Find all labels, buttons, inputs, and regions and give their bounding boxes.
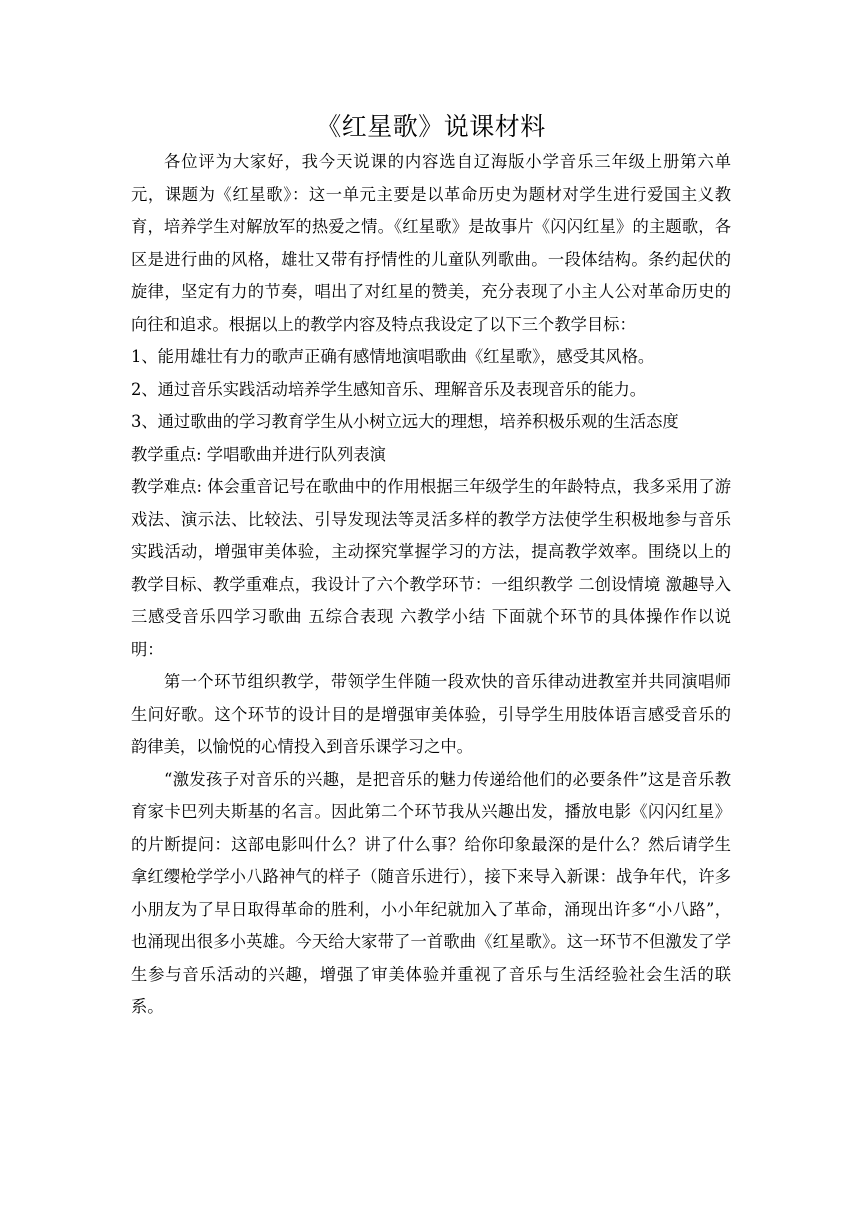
teaching-goal-1: 1、能用雄壮有力的歌声正确有感情地演唱歌曲《红星歌》，感受其风格。: [131, 347, 655, 366]
document-title: 《红星歌》说课材料: [316, 112, 546, 141]
intro-paragraph: 各位评为大家好，我今天说课的内容选自辽海版小学音乐三年级上册第六单元，课题为《红星歌》：这一单元主要是以革命历史为题材对学生进行爱国主义教育，培养学生对解放军的热爱之情。《红星歌》是故事片《闪闪红星》的主题歌，各区是进行曲的风格，雄壮又带有抒情性的儿童队列歌曲。一段体结构。条约起伏的旋律，坚定有力的节奏，唱出了对红星的赞美，充分表现了小主人公对革命历史的向往和追求。根据以上的教学内容及特点我设定了以下三个教学目标：: [131, 152, 731, 334]
teaching-difficulty-paragraph: 教学难点: 体会重音记号在歌曲中的作用根据三年级学生的年龄特点，我多采用了游戏法、演示法、比较法、引导发现法等灵活多样的教学方法使学生积极地参与音乐实践活动，增强审美体验，主动探究掌握学习的方法，提高教学效率。围绕以上的教学目标、教学重难点，我设计了六个教学环节：一组织教学 二创设情境 激趣导入三感受音乐四学习歌曲 五综合表现 六教学小结 下面就个环节的具体操作作以说明：: [131, 477, 731, 659]
document-body: [131, 110, 731, 1024]
teaching-goal-2: 2、通过音乐实践活动培养学生感知音乐、理解音乐及表现音乐的能力。: [131, 379, 647, 399]
document-text: [131, 146, 731, 1024]
section-2-paragraph: “激发孩子对音乐的兴趣，是把音乐的魅力传递给他们的必要条件”这是音乐教育家卡巴列夫斯基的名言。因此第二个环节我从兴趣出发，播放电影《闪闪红星》的片断提问：这部电影叫什么？讲了什么事？给你印象最深的是什么？然后请学生拿红缨枪学学小八路神气的样子（随音乐进行），接下来导入新课：战争年代，许多小朋友为了早日取得革命的胜利，小小年纪就加入了革命，涌现出许多“小八路”，也涌现出很多小英雄。今天给大家带了一首歌曲《红星歌》。这一环节不但激发了学生参与音乐活动的兴趣，增强了审美体验并重视了音乐与生活经验社会生活的联系。: [131, 769, 731, 1016]
section-1-paragraph: 第一个环节组织教学，带领学生伴随一段欢快的音乐律动进教室并共同演唱师生问好歌。这个环节的设计目的是增强审美体验，引导学生用肢体语言感受音乐的韵律美，以愉悦的心情投入到音乐课学习之中。: [131, 672, 731, 756]
teaching-key-point: 教学重点: 学唱歌曲并进行队列表演: [131, 444, 386, 464]
teaching-goal-3: 3、通过歌曲的学习教育学生从小树立远大的理想，培养积极乐观的生活态度: [131, 412, 679, 431]
